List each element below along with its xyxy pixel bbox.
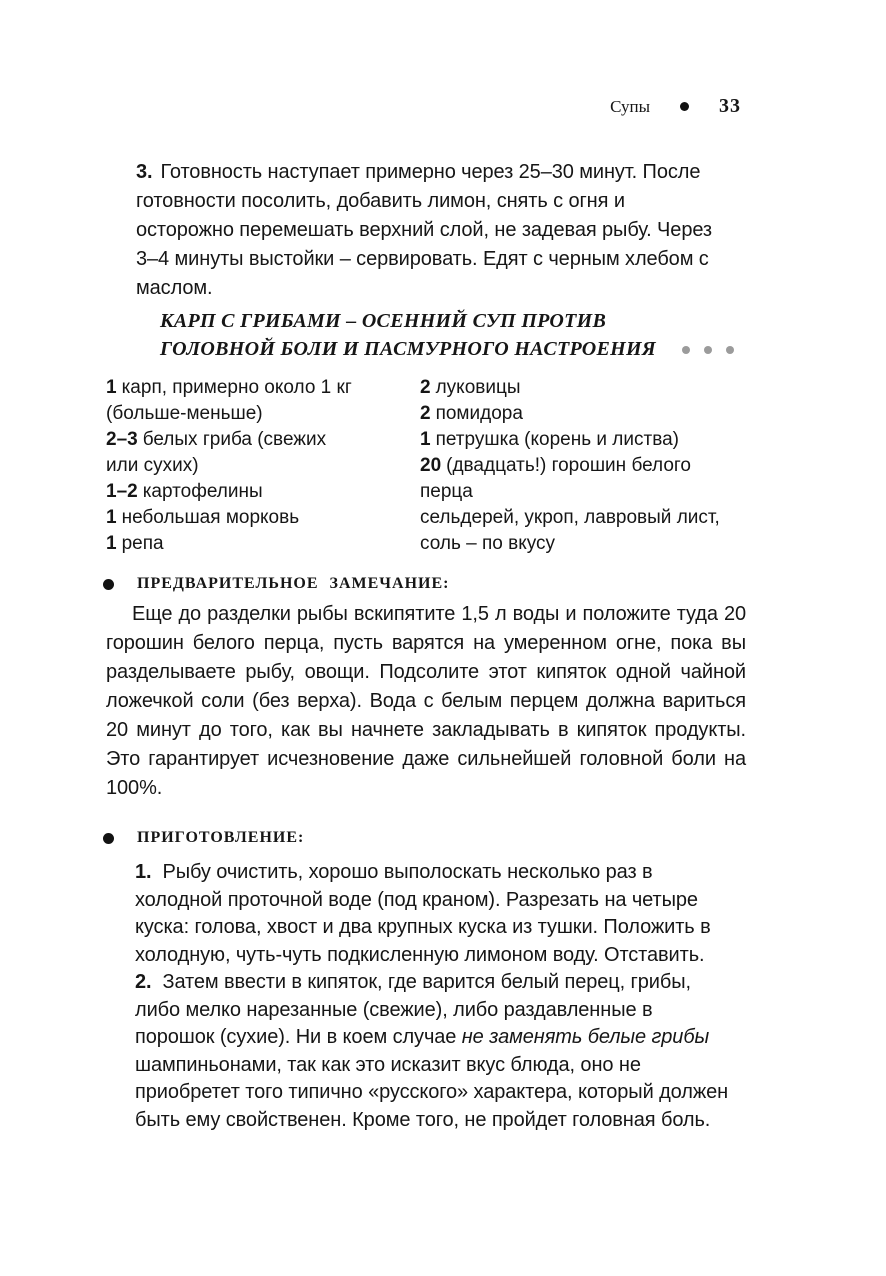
section-label: ПРИГОТОВЛЕНИЕ: [137, 829, 305, 846]
ingredient-quantity: 1 [106, 533, 117, 554]
recipe-title [160, 307, 746, 363]
ingredient-text: небольшая морковь [121, 507, 300, 528]
page-header [0, 95, 741, 118]
ingredient-text: белых гриба (свежих или сухих) [106, 429, 327, 476]
ingredient-item [420, 427, 730, 453]
ingredient-text: луковицы [435, 377, 521, 398]
ingredients-column-left [106, 375, 420, 557]
recipe-title-line [160, 335, 746, 363]
ingredient-text: петрушка (корень и листва) [435, 429, 679, 450]
ingredients-list [106, 375, 746, 557]
ingredient-text: репа [121, 533, 164, 554]
circle-bullet-icon [103, 833, 114, 844]
recipe-title-line: КАРП С ГРИБАМИ – ОСЕННИЙ СУП ПРОТИВ [160, 310, 607, 332]
ingredient-quantity: 1 [420, 429, 431, 450]
ingredient-item [106, 505, 352, 531]
ingredient-item [106, 375, 352, 427]
section-heading-preparation [103, 829, 746, 847]
ingredient-quantity: 2–3 [106, 429, 138, 450]
intro-step-text: Готовность наступает примерно через 25–30 минут. После готовности посолить, добавить лимон, снять с огня и осторожно перемешать верхний слой, не задевая рыбу. Через 3–4 минуты выстойки – сервировать. Едят с черным хлебом с маслом. [136, 161, 712, 299]
page-content [106, 148, 746, 1134]
preliminary-note-paragraph: Еще до разделки рыбы вскипятите 1,5 л воды и положите туда 20 горошин белого перца, пусть варятся на умеренном огне, пока вы разделываете рыбу, овощи. Подсолите этот кипяток одной чайной ложечкой соли (без верха). Вода с белым перцем должна вариться 20 минут до того, как вы начнете закладывать в кипяток продукты. Это гарантирует исчезновение даже сильнейшей головной боли на 100%. [106, 603, 746, 799]
recipe-step [135, 859, 733, 969]
ingredient-quantity: 1 [106, 507, 117, 528]
preparation-steps [135, 859, 733, 1134]
recipe-title-text: ГОЛОВНОЙ БОЛИ И ПАСМУРНОГО НАСТРОЕНИЯ [160, 338, 656, 360]
ingredient-quantity: 20 [420, 455, 442, 476]
step-text: Затем ввести в кипяток, где варится белый перец, грибы, либо мелко нарезанные (свежие), либо раздавленные в порошок (сухие). Ни в коем случае [135, 971, 691, 1048]
circle-bullet-icon [103, 579, 114, 590]
ingredient-text: помидора [435, 403, 523, 424]
step-text-emphasis: не заменять белые грибы [461, 1026, 710, 1048]
ingredient-item [420, 375, 730, 401]
three-dots-icon [682, 346, 734, 354]
ingredient-quantity: 2 [420, 377, 431, 398]
step-text: Рыбу очистить, хорошо выполоскать несколько раз в холодной проточной воде (под краном). Разрезать на четыре куска: голова, хвост и два крупных куска из тушки. Положить в холодную, чуть-чуть подкисленную лимоном воду. Отставить. [135, 861, 711, 966]
page-number: 33 [719, 95, 741, 117]
ingredients-column-right [420, 375, 730, 557]
ingredient-text: (двадцать!) горошин белого перца [420, 455, 691, 502]
intro-step-paragraph [136, 158, 724, 303]
step-number: 1. [135, 861, 152, 883]
step-text: шампиньонами, так как это исказит вкус блюда, оно не приобретет того типично «русского» характера, который должен быть ему свойственен. Кроме того, не пройдет головная боль. [135, 1053, 729, 1131]
ingredient-text: картофелины [142, 481, 263, 502]
step-number: 2. [135, 971, 152, 993]
ingredient-item [420, 505, 730, 557]
ingredient-quantity: 1 [106, 377, 117, 398]
recipe-step [135, 969, 733, 1134]
section-heading-preliminary [103, 575, 746, 593]
dot-icon [680, 102, 689, 111]
ingredient-item [106, 531, 352, 557]
ingredient-item [106, 479, 352, 505]
section-label: ПРЕДВАРИТЕЛЬНОЕ ЗАМЕЧАНИЕ: [137, 575, 450, 592]
ingredient-item [420, 453, 730, 505]
ingredient-text: сельдерей, укроп, лавровый лист, соль – по вкусу [420, 507, 720, 554]
chapter-label: Супы [610, 96, 650, 116]
ingredient-quantity: 2 [420, 403, 431, 424]
step-number: 3. [136, 161, 153, 183]
ingredient-item [420, 401, 730, 427]
ingredient-quantity: 1–2 [106, 481, 138, 502]
ingredient-item [106, 427, 352, 479]
ingredient-text: карп, примерно около 1 кг (больше-меньше) [106, 377, 352, 424]
